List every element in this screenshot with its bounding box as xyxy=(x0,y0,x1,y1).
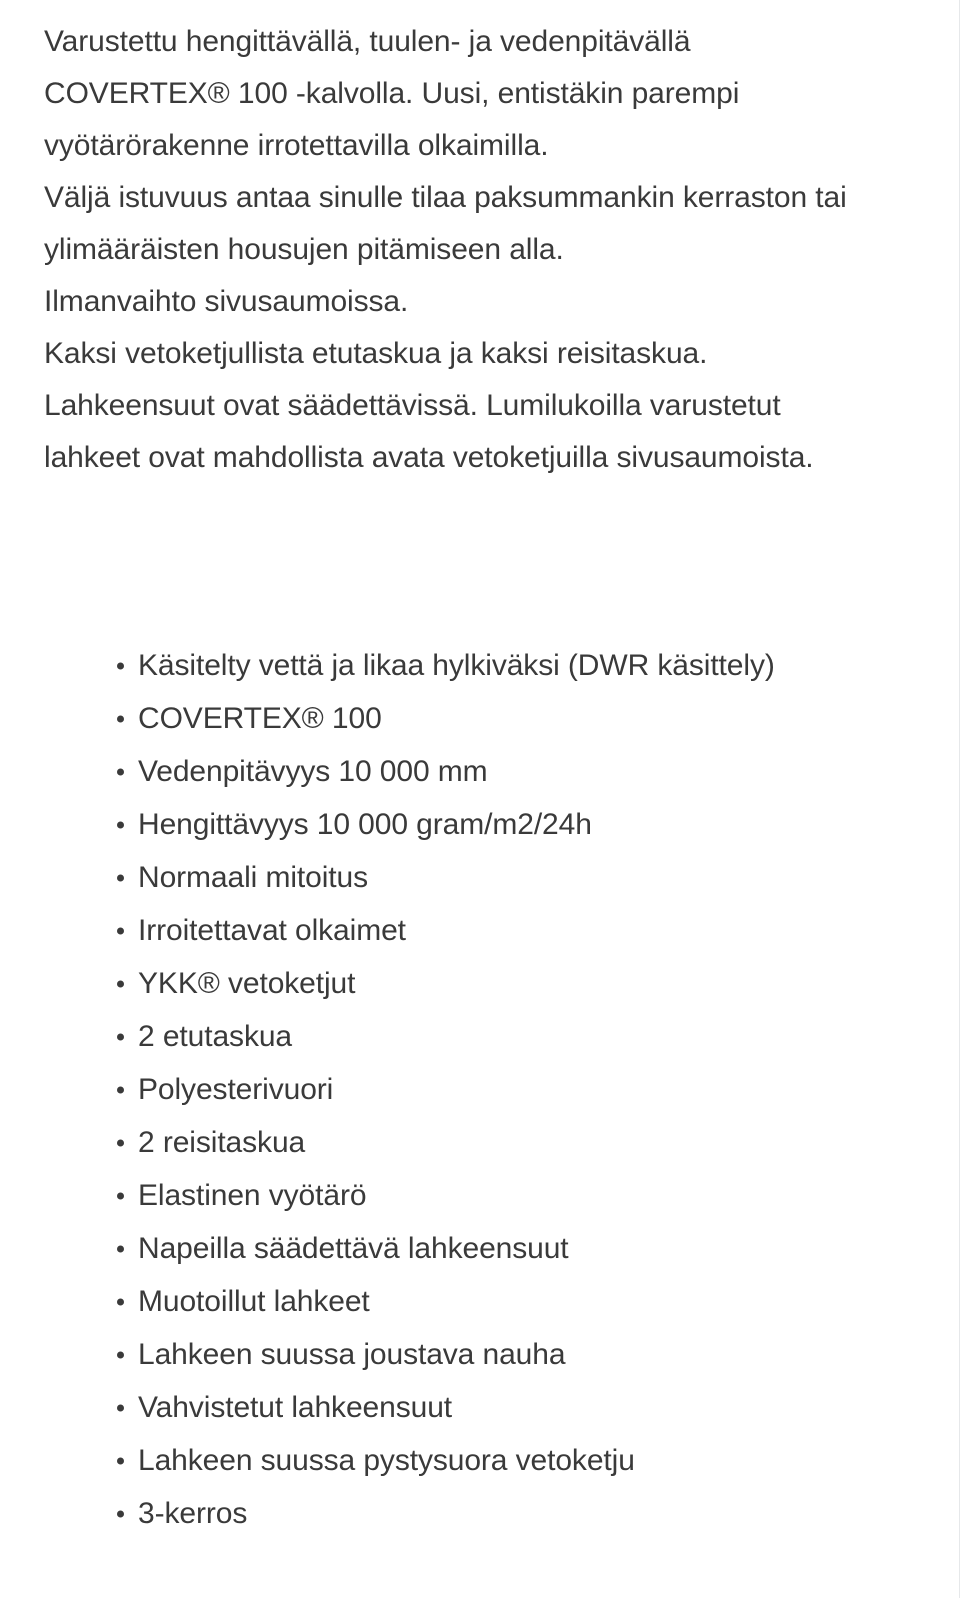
list-item-label: 2 reisitaskua xyxy=(138,1126,306,1159)
list-item-label: 3-kerros xyxy=(138,1497,248,1530)
bullet-point-icon xyxy=(117,662,124,669)
list-item-label: COVERTEX® 100 xyxy=(138,702,382,735)
list-item-label: Lahkeen suussa joustava nauha xyxy=(138,1338,566,1371)
list-item xyxy=(117,1434,917,1487)
bullet-point-icon xyxy=(117,1404,124,1411)
list-item-label: Hengittävyys 10 000 gram/m2/24h xyxy=(138,808,592,841)
list-item xyxy=(117,1328,917,1381)
bullet-point-icon xyxy=(117,1033,124,1040)
description-paragraph: Ilmanvaihto sivusaumoissa. xyxy=(44,285,409,318)
bullet-point-icon xyxy=(117,768,124,775)
list-item-label: 2 etutaskua xyxy=(138,1020,293,1053)
list-item xyxy=(117,851,917,904)
bullet-point-icon xyxy=(117,874,124,881)
product-feature-list xyxy=(117,639,917,1540)
bullet-point-icon xyxy=(117,980,124,987)
bullet-point-icon xyxy=(117,1139,124,1146)
list-item xyxy=(117,639,917,692)
list-item-label: Normaali mitoitus xyxy=(138,861,369,894)
list-item xyxy=(117,1487,917,1540)
bullet-point-icon xyxy=(117,1245,124,1252)
bullet-point-icon xyxy=(117,1086,124,1093)
list-item xyxy=(117,692,917,745)
bullet-point-icon xyxy=(117,1510,124,1517)
bullet-point-icon xyxy=(117,1192,124,1199)
bullet-point-icon xyxy=(117,1298,124,1305)
description-paragraph: Kaksi vetoketjullista etutaskua ja kaksi reisitaskua. xyxy=(44,337,708,370)
description-paragraph: Varustettu hengittävällä, tuulen- ja vedenpitävällä COVERTEX® 100 -kalvolla. Uusi, entistäkin parempi vyötärörakenne irrotettavilla olkaimilla. xyxy=(44,25,740,162)
description-paragraph: Väljä istuvuus antaa sinulle tilaa paksummankin kerraston tai ylimääräisten housujen pitämiseen alla. xyxy=(44,181,847,266)
list-item xyxy=(117,904,917,957)
list-item-label: Vahvistetut lahkeensuut xyxy=(138,1391,453,1424)
list-item xyxy=(117,1116,917,1169)
list-item-label: Vedenpitävyys 10 000 mm xyxy=(138,755,488,788)
list-item xyxy=(117,957,917,1010)
bullet-point-icon xyxy=(117,715,124,722)
list-item xyxy=(117,1275,917,1328)
list-item-label: Muotoillut lahkeet xyxy=(138,1285,370,1318)
list-item xyxy=(117,1169,917,1222)
list-item-label: Lahkeen suussa pystysuora vetoketju xyxy=(138,1444,635,1477)
list-item xyxy=(117,1222,917,1275)
list-item-label: Käsitelty vettä ja likaa hylkiväksi (DWR käsittely) xyxy=(138,649,775,682)
list-item xyxy=(117,745,917,798)
list-item xyxy=(117,798,917,851)
list-item xyxy=(117,1381,917,1434)
list-item xyxy=(117,1010,917,1063)
bullet-point-icon xyxy=(117,821,124,828)
list-item xyxy=(117,1063,917,1116)
list-item-label: Napeilla säädettävä lahkeensuut xyxy=(138,1232,569,1265)
list-item-label: Irroitettavat olkaimet xyxy=(138,914,406,947)
bullet-point-icon xyxy=(117,1351,124,1358)
description-paragraph: Lahkeensuut ovat säädettävissä. Lumilukoilla varustetut lahkeet ovat mahdollista avata vetoketjuilla sivusaumoista. xyxy=(44,389,814,474)
bullet-point-icon xyxy=(117,927,124,934)
bullet-point-icon xyxy=(117,1457,124,1464)
list-item-label: Elastinen vyötärö xyxy=(138,1179,367,1212)
list-item-label: YKK® vetoketjut xyxy=(138,967,356,1000)
list-item-label: Polyesterivuori xyxy=(138,1073,334,1106)
product-description-text xyxy=(44,16,880,484)
